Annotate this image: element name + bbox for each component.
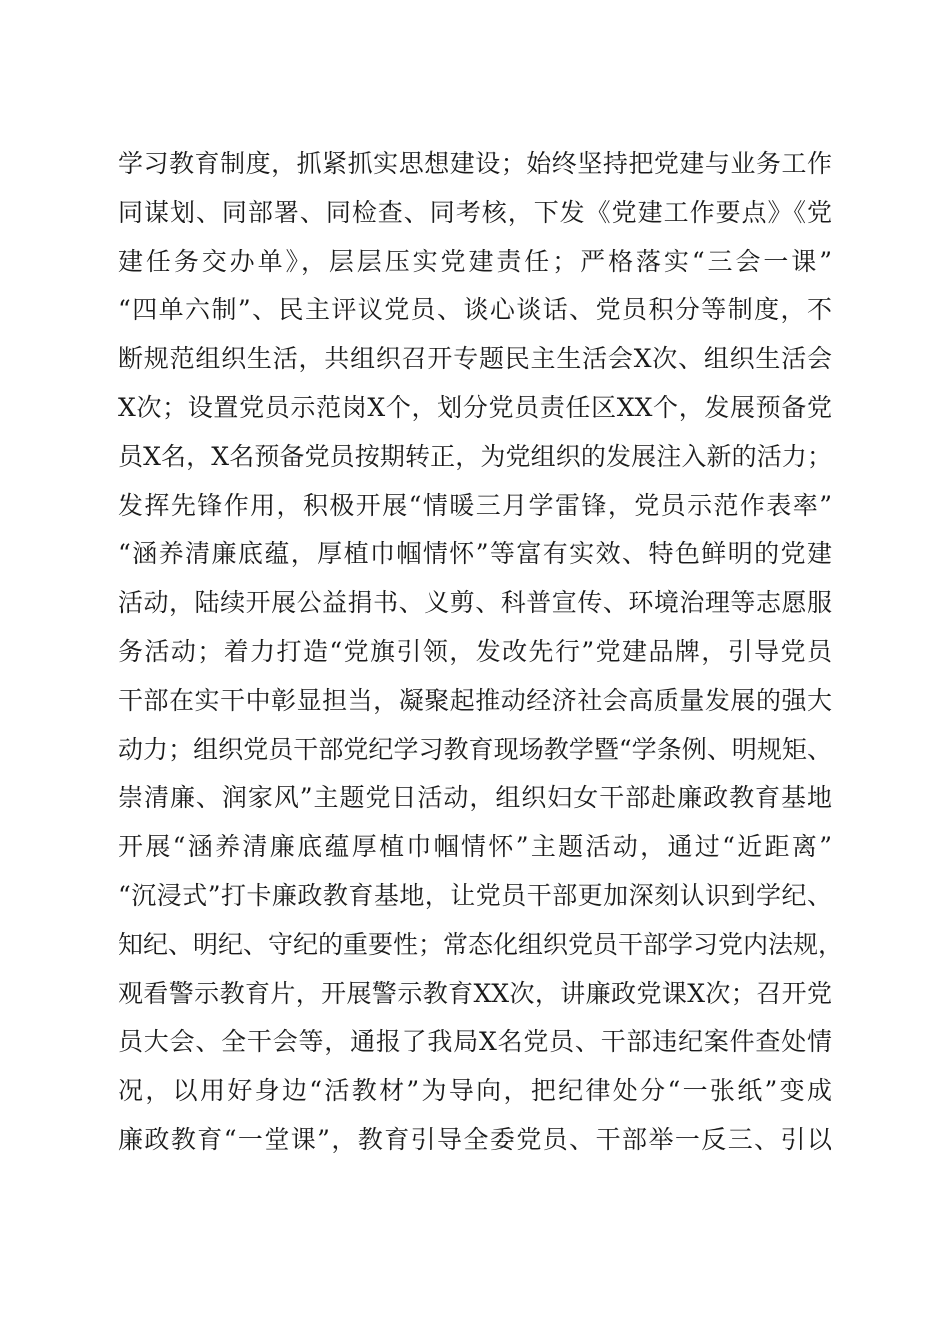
text-line: 干部在实干中彰显担当，凝聚起推动经济社会高质量发展的强大 — [118, 685, 832, 715]
text-line: 况，以用好身边“活教材”为导向，把纪律处分“一张纸”变成 — [118, 1076, 832, 1106]
text-line: 崇清廉、润家风”主题党日活动，组织妇女干部赴廉政教育基地 — [118, 783, 832, 813]
text-line: X次；设置党员示范岗X个，划分党员责任区XX个，发展预备党 — [118, 392, 832, 422]
text-line: 建任务交办单》，层层压实党建责任；严格落实“三会一课” — [118, 246, 832, 276]
text-line: 务活动；着力打造“党旗引领，发改先行”党建品牌，引导党员 — [118, 636, 832, 666]
text-line: 员X名，X名预备党员按期转正，为党组织的发展注入新的活力； — [118, 441, 832, 471]
text-line: 廉政教育“一堂课”，教育引导全委党员、干部举一反三、引以 — [118, 1124, 832, 1154]
body-text — [118, 140, 844, 1165]
text-line: 发挥先锋作用，积极开展“情暖三月学雷锋，党员示范作表率” — [118, 490, 832, 520]
text-line: 动力；组织党员干部党纪学习教育现场教学暨“学条例、明规矩、 — [118, 734, 832, 764]
text-line: 知纪、明纪、守纪的重要性；常态化组织党员干部学习党内法规， — [118, 929, 844, 959]
text-line: “沉浸式”打卡廉政教育基地，让党员干部更加深刻认识到学纪、 — [118, 880, 832, 910]
text-line: 学习教育制度，抓紧抓实思想建设；始终坚持把党建与业务工作 — [118, 149, 832, 178]
text-line: “涵养清廉底蕴，厚植巾帼情怀”等富有实效、特色鲜明的党建 — [118, 539, 832, 569]
text-line: 断规范组织生活，共组织召开专题民主生活会X次、组织生活会 — [118, 344, 832, 374]
text-line: 员大会、全干会等，通报了我局X名党员、干部违纪案件查处情 — [118, 1027, 832, 1057]
text-line: 活动，陆续开展公益捐书、义剪、科普宣传、环境治理等志愿服 — [118, 588, 832, 618]
text-line: 同谋划、同部署、同检查、同考核，下发《党建工作要点》《党 — [118, 197, 832, 227]
text-line: 开展“涵养清廉底蕴厚植巾帼情怀”主题活动，通过“近距离” — [118, 832, 832, 862]
text-line: “四单六制”、民主评议党员、谈心谈话、党员积分等制度，不 — [118, 295, 832, 325]
text-line: 观看警示教育片，开展警示教育XX次，讲廉政党课X次；召开党 — [118, 978, 832, 1008]
